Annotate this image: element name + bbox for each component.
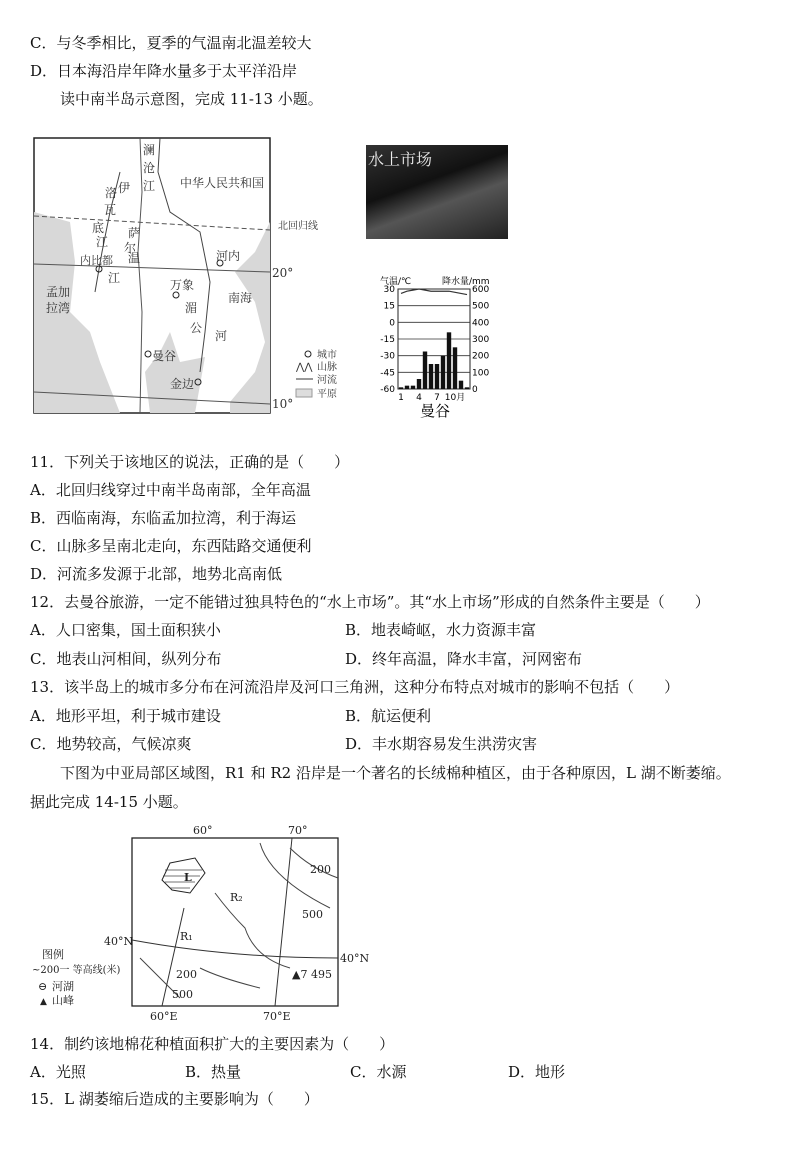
bangkok-climate-chart (360, 272, 500, 420)
label: 孟加 (46, 285, 71, 299)
precipitation-bar (405, 386, 409, 389)
label: 澜 (143, 143, 156, 157)
section-intro-14-15: 下图为中亚局部区域图，R1 和 R2 沿岸是一个著名的长绒棉种植区，由于各种原因，L 湖不断萎缩。 (60, 764, 731, 782)
label: 曼谷 (152, 349, 177, 363)
q12-option-d: D．终年高温，降水丰富，河网密布 (345, 650, 583, 668)
section-intro-14-15-cont: 据此完成 14-15 小题。 (30, 793, 188, 811)
label: 尔 (124, 241, 137, 255)
x-tick-label: 10月 (444, 393, 466, 403)
label: 拉湾 (46, 301, 71, 315)
label: 伊 (118, 181, 131, 195)
label: 金边 (170, 377, 195, 391)
label: 北回归线 (278, 221, 318, 232)
precipitation-bar (465, 387, 469, 389)
legend-label: 城市 (317, 350, 337, 361)
q11-option-a: A．北回归线穿过中南半岛南部，全年高温 (30, 481, 311, 499)
peak-label: ▲7 495 (292, 968, 332, 981)
precipitation-bar (459, 381, 463, 389)
river-r1-label: R₁ (180, 930, 193, 943)
label: 60°E (150, 1010, 178, 1023)
right-tick-label: 400 (472, 318, 490, 329)
precipitation-bar (417, 379, 421, 389)
contour-label: 200 (176, 968, 197, 981)
label: 70° (288, 824, 308, 837)
photo-caption: 水上市场 (368, 150, 433, 169)
left-tick-label: -45 (380, 368, 395, 379)
precipitation-bar (399, 387, 403, 389)
peak-icon: ▲ (40, 997, 47, 1007)
contour-label: 500 (172, 988, 193, 1001)
legend-label: 山脉 (317, 362, 337, 373)
question-11: 11．下列关于该地区的说法，正确的是（ ） (30, 453, 350, 471)
legend-title: 图例 (42, 948, 64, 961)
label: 萨 (128, 226, 141, 240)
label: 万象 (170, 278, 195, 292)
legend-label: 平原 (317, 389, 337, 400)
precipitation-bar (423, 352, 427, 390)
left-tick-label: -30 (380, 351, 395, 362)
label: 70°E (263, 1010, 291, 1023)
option-c: C．与冬季相比，夏季的气温南北温差较大 (30, 34, 312, 52)
legend-contour: ~200一 等高线(米) (32, 965, 121, 976)
label: 40°N (104, 935, 134, 948)
contour-label: 200 (310, 863, 331, 876)
q11-option-b: B．西临南海，东临孟加拉湾，利于海运 (30, 509, 297, 527)
label: 20° (272, 266, 294, 280)
lake-label: L (184, 871, 192, 884)
precipitation-bar (411, 386, 415, 389)
left-tick-label: 30 (383, 285, 395, 295)
q14-option-d: D．地形 (508, 1063, 566, 1081)
question-12: 12．去曼谷旅游，一定不能错过独具特色的“水上市场”。其“水上市场”形成的自然条件主要是（ ） (30, 593, 710, 611)
left-axis-label: 气温/℃ (380, 277, 412, 287)
indochina-map (30, 132, 350, 422)
left-tick-label: -15 (380, 335, 395, 345)
q12-option-b: B．地表崎岖，水力资源丰富 (345, 621, 537, 639)
label: 河内 (216, 249, 241, 263)
question-13: 13．该半岛上的城市多分布在河流沿岸及河口三角洲，这种分布特点对城市的影响不包括（ ） (30, 678, 680, 696)
label: 湄 (185, 301, 198, 315)
label: 瓦 (104, 203, 117, 217)
label: 沧 (143, 161, 156, 175)
label: 河 (215, 329, 228, 343)
label: 60° (193, 824, 213, 837)
q11-option-c: C．山脉多呈南北走向，东西陆路交通便利 (30, 537, 312, 555)
precipitation-bar (447, 332, 451, 389)
q13-option-c: C．地势较高，气候凉爽 (30, 735, 192, 753)
precipitation-bar (441, 356, 445, 389)
left-tick-label: 15 (383, 301, 395, 312)
label: 江 (96, 235, 109, 249)
q13-option-b: B．航运便利 (345, 707, 432, 725)
mountain-icon: ⋀⋀ (296, 362, 313, 373)
q13-option-d: D．丰水期容易发生洪涝灾害 (345, 735, 538, 753)
label: 公 (190, 321, 203, 335)
x-tick-label: 4 (416, 393, 422, 403)
right-tick-label: 100 (472, 368, 490, 379)
right-tick-label: 300 (472, 335, 490, 345)
left-tick-label: 0 (389, 318, 395, 329)
x-tick-label: 1 (398, 393, 404, 403)
q14-option-b: B．热量 (185, 1063, 242, 1081)
precipitation-bar (453, 347, 457, 389)
city-icon (305, 351, 311, 357)
left-tick-label: -60 (380, 385, 395, 395)
right-tick-label: 200 (472, 351, 490, 362)
lake-icon: ⊖ (38, 980, 48, 993)
legend-peak: 山峰 (52, 994, 74, 1007)
label: 40°N (340, 952, 370, 965)
legend-lake: 河湖 (52, 980, 74, 993)
label: 温 (128, 251, 141, 265)
central-asia-map (30, 818, 390, 1033)
plain-icon (296, 389, 312, 397)
option-d: D．日本海沿岸年降水量多于太平洋沿岸 (30, 62, 298, 80)
x-tick-label: 7 (434, 393, 440, 403)
label: 江 (108, 271, 121, 285)
contour-label: 500 (302, 908, 323, 921)
floating-market-photo (366, 145, 508, 239)
legend-label: 河流 (317, 375, 337, 386)
right-tick-label: 0 (472, 385, 478, 395)
question-15: 15．L 湖萎缩后造成的主要影响为（ ） (30, 1090, 319, 1108)
label: 南海 (228, 291, 253, 305)
precipitation-bar (435, 364, 439, 389)
q13-option-a: A．地形平坦，利于城市建设 (30, 707, 221, 725)
q14-option-a: A．光照 (30, 1063, 86, 1081)
label: 10° (272, 397, 294, 411)
temperature-line (401, 289, 467, 295)
precipitation-bar (429, 364, 433, 389)
q12-option-c: C．地表山河相间，纵列分布 (30, 650, 222, 668)
label: 江 (143, 179, 156, 193)
question-14: 14．制约该地棉花种植面积扩大的主要因素为（ ） (30, 1035, 395, 1053)
right-tick-label: 600 (472, 285, 490, 295)
label: 内比都 (80, 254, 113, 267)
chart-title: 曼谷 (420, 402, 451, 420)
q14-option-c: C．水源 (350, 1063, 407, 1081)
q12-option-a: A．人口密集，国土面积狭小 (30, 621, 221, 639)
q11-option-d: D．河流多发源于北部，地势北高南低 (30, 565, 283, 583)
river-r2-label: R₂ (230, 891, 243, 904)
label: 底 (92, 221, 105, 235)
label: 中华人民共和国 (180, 176, 265, 190)
right-axis-label: 降水量/mm (442, 277, 490, 287)
right-tick-label: 500 (472, 301, 490, 312)
label: 洛 (105, 186, 118, 200)
section-intro: 读中南半岛示意图，完成 11-13 小题。 (60, 90, 323, 108)
